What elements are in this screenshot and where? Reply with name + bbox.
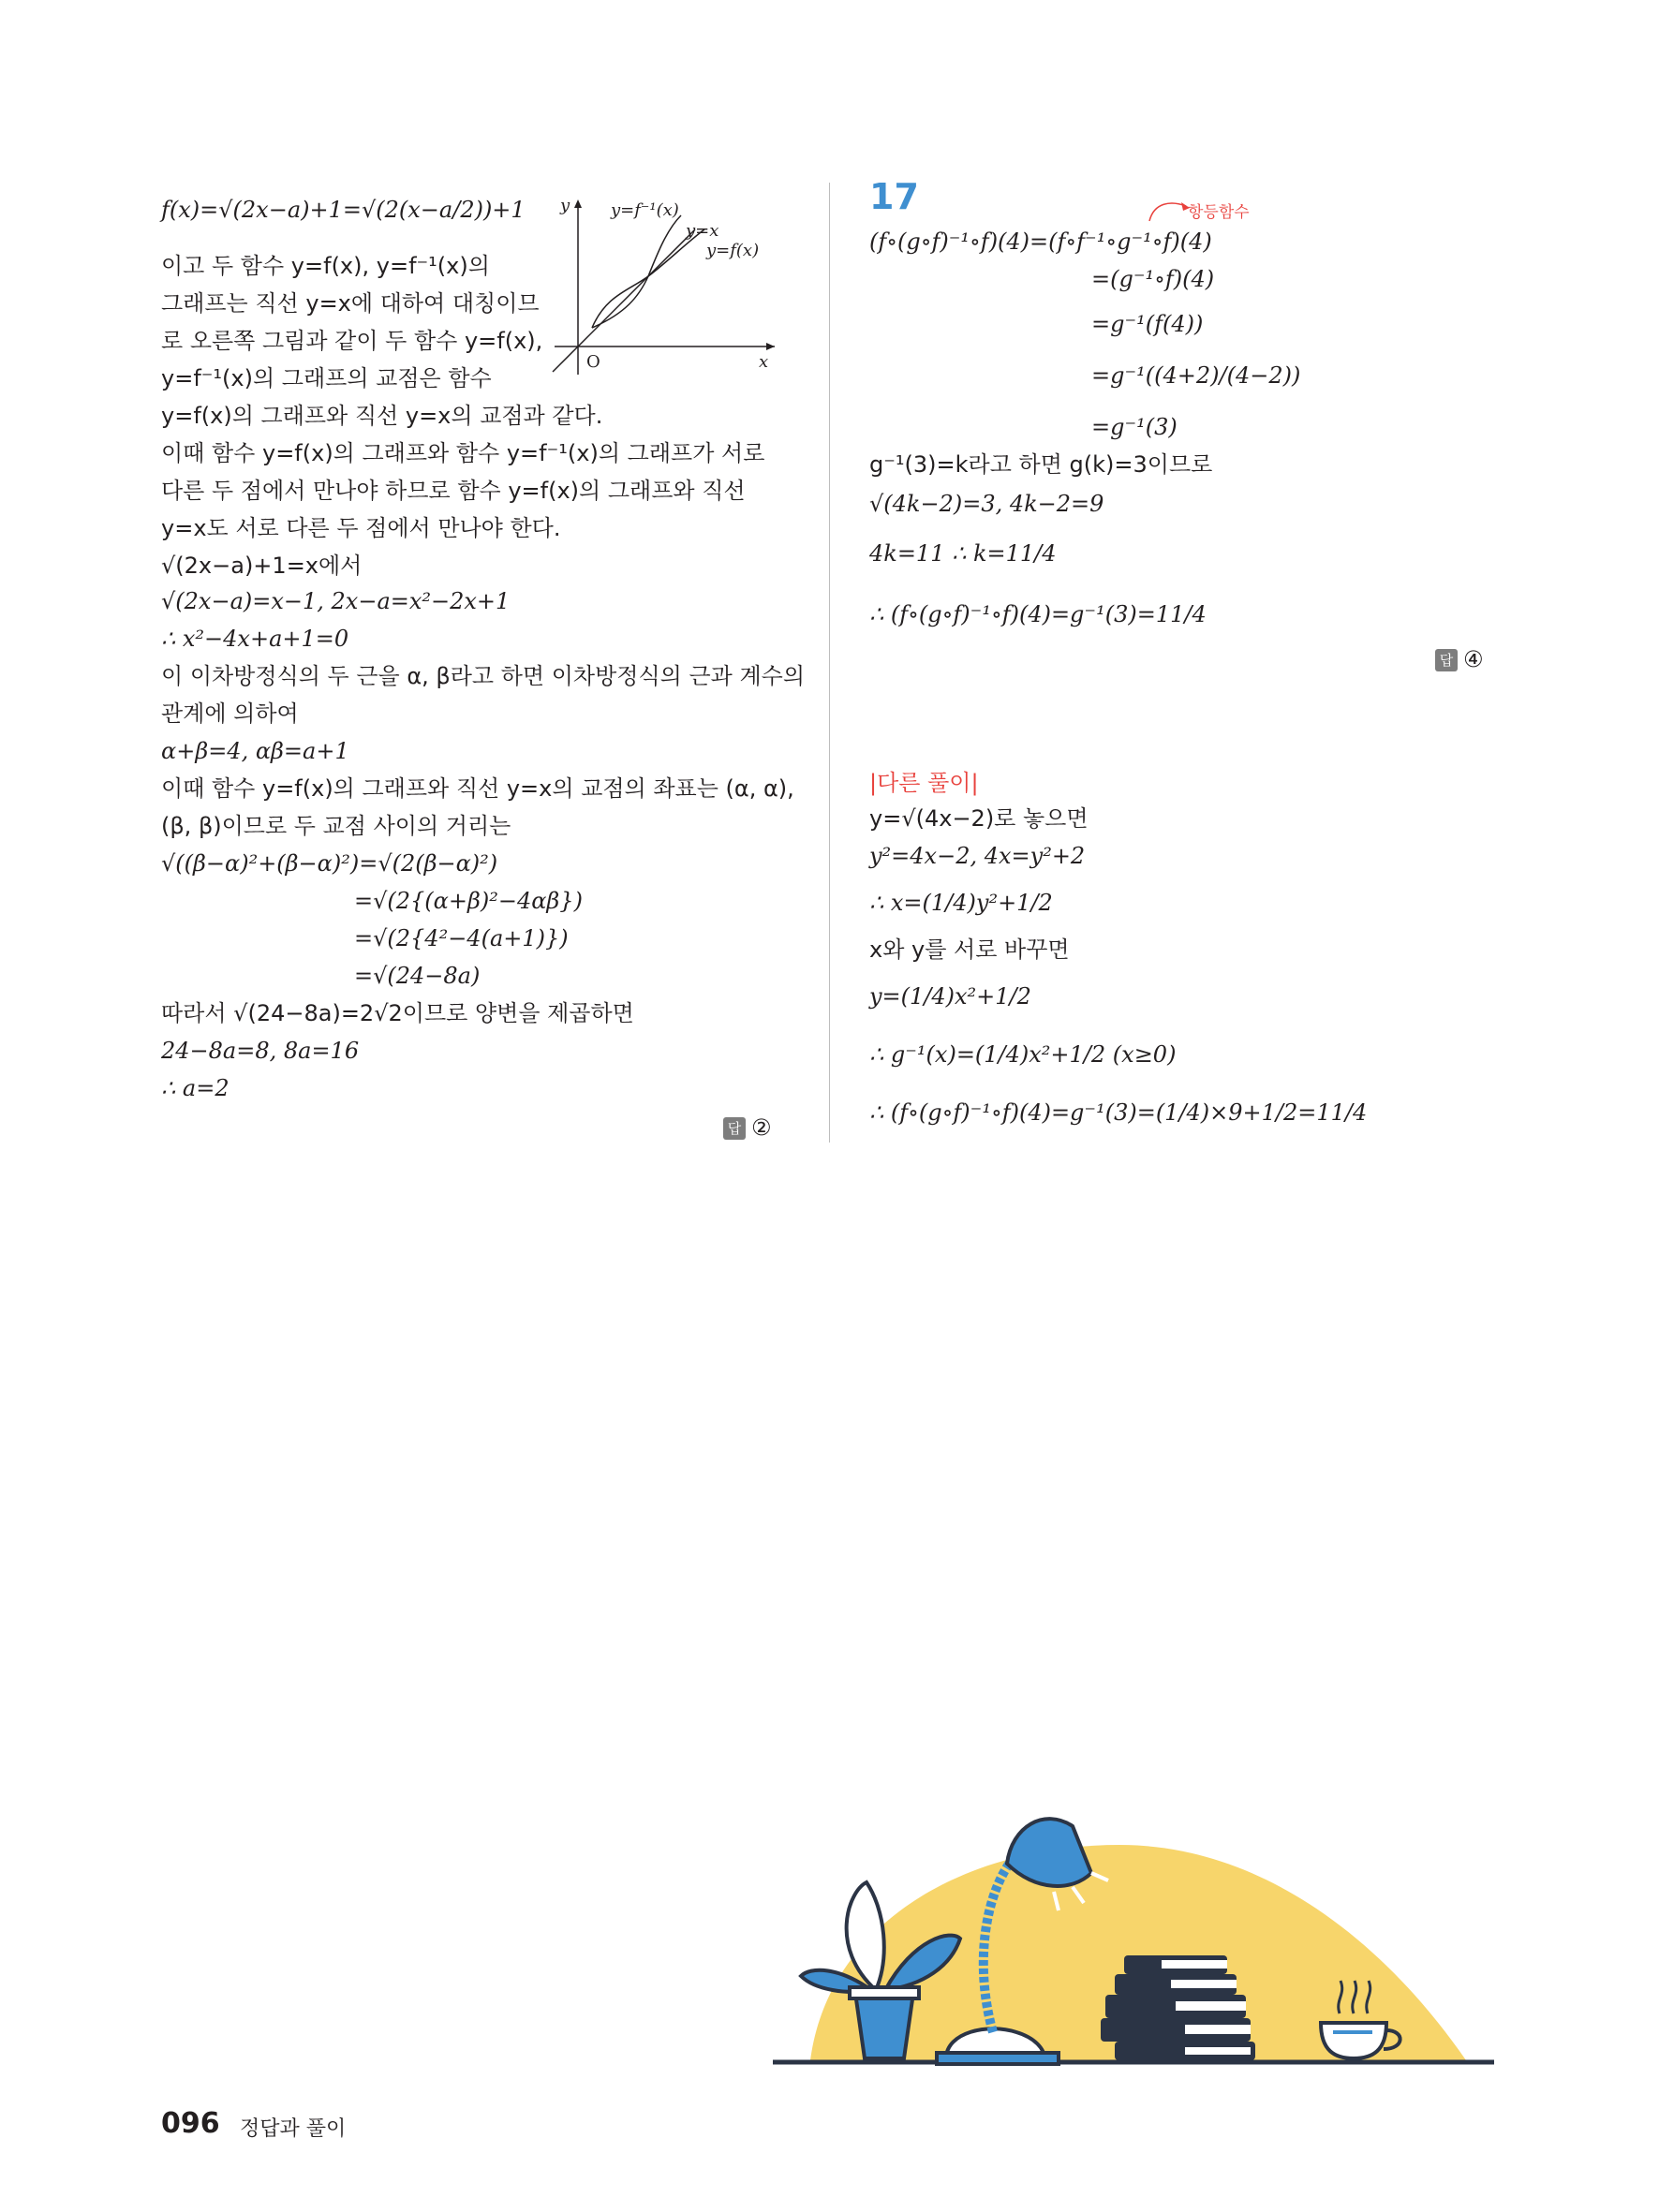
left-line-21: =√(24−8a) <box>354 963 481 989</box>
left-line-10: √(2x−a)+1=x에서 <box>161 553 363 579</box>
label-inverse: y=f⁻¹(x) <box>611 200 679 220</box>
right-answer <box>1435 646 1484 672</box>
answer-label-badge: 답 <box>723 1117 746 1140</box>
right-line-1: (f∘(g∘f)⁻¹∘f)(4)=(f∘f⁻¹∘g⁻¹∘f)(4) <box>869 229 1212 255</box>
left-line-22: 따라서 √(24−8a)=2√2이므로 양변을 제곱하면 <box>161 1000 634 1026</box>
right-line-6: g⁻¹(3)=k라고 하면 g(k)=3이므로 <box>869 451 1213 478</box>
right-line-2: =(g⁻¹∘f)(4) <box>1091 266 1215 292</box>
left-line-3: 그래프는 직선 y=x에 대하여 대칭이므 <box>161 290 540 317</box>
left-line-15: α+β=4, αβ=a+1 <box>161 738 349 764</box>
left-line-11: √(2x−a)=x−1, 2x−a=x²−2x+1 <box>161 588 511 614</box>
right-line-7: √(4k−2)=3, 4k−2=9 <box>869 491 1104 517</box>
right-line-5: =g⁻¹(3) <box>1091 414 1178 440</box>
line-y-equals-x <box>553 229 695 372</box>
answer-value: ② <box>751 1114 772 1141</box>
alt-line-2: y²=4x−2, 4x=y²+2 <box>869 843 1086 869</box>
left-line-23: 24−8a=8, 8a=16 <box>161 1038 360 1064</box>
y-axis-arrow-icon <box>574 199 582 208</box>
left-line-24: ∴ a=2 <box>161 1075 230 1101</box>
curve-f-inverse <box>592 215 681 328</box>
alt-line-3: ∴ x=(1/4)y²+1/2 <box>869 890 1053 916</box>
left-answer <box>723 1114 772 1141</box>
label-origin: O <box>586 352 600 372</box>
left-line-1: f(x)=√(2x−a)+1=√(2(x−a/2))+1 <box>161 197 526 223</box>
curve-f <box>592 229 704 328</box>
left-line-7: 이때 함수 y=f(x)의 그래프와 함수 y=f⁻¹(x)의 그래프가 서로 <box>161 440 765 466</box>
note-arrow-icon <box>1145 195 1192 223</box>
left-line-9: y=x도 서로 다른 두 점에서 만나야 한다. <box>161 515 561 541</box>
alt-line-5: y=(1/4)x²+1/2 <box>869 983 1031 1010</box>
left-line-4: 로 오른쪽 그림과 같이 두 함수 y=f(x), <box>161 328 543 354</box>
right-line-8: 4k=11 ∴ k=11/4 <box>869 540 1057 567</box>
right-line-3: =g⁻¹(f(4)) <box>1091 311 1204 337</box>
left-line-17: (β, β)이므로 두 교점 사이의 거리는 <box>161 813 511 839</box>
desk-illustration <box>773 1807 1494 2088</box>
page-number: 096 <box>161 2107 220 2140</box>
question-number: 17 <box>869 176 919 217</box>
alt-line-7: ∴ (f∘(g∘f)⁻¹∘f)(4)=g⁻¹(3)=(1/4)×9+1/2=11/4 <box>869 1099 1368 1126</box>
label-axis-y: y <box>560 196 570 215</box>
answer-value: ④ <box>1463 646 1484 672</box>
left-line-19: =√(2{(α+β)²−4αβ}) <box>354 888 583 914</box>
identity-function-note: 항등함수 <box>1188 203 1250 222</box>
right-line-4: =g⁻¹((4+2)/(4−2)) <box>1091 362 1301 389</box>
column-divider <box>829 183 830 1143</box>
left-line-13: 이 이차방정식의 두 근을 α, β라고 하면 이차방정식의 근과 계수의 <box>161 663 806 689</box>
alt-line-4: x와 y를 서로 바꾸면 <box>869 936 1070 963</box>
label-identity: y=x <box>686 221 719 241</box>
left-line-2: 이고 두 함수 y=f(x), y=f⁻¹(x)의 <box>161 253 490 279</box>
left-line-14: 관계에 의하여 <box>161 700 299 727</box>
footer-label: 정답과 풀이 <box>240 2117 347 2141</box>
alternate-solution-title: |다른 풀이| <box>869 770 979 796</box>
left-line-8: 다른 두 점에서 만나야 하므로 함수 y=f(x)의 그래프와 직선 <box>161 478 746 504</box>
alt-line-6: ∴ g⁻¹(x)=(1/4)x²+1/2 (x≥0) <box>869 1041 1177 1068</box>
left-line-16: 이때 함수 y=f(x)의 그래프와 직선 y=x의 교점의 좌표는 (α, α), <box>161 775 794 802</box>
right-line-9: ∴ (f∘(g∘f)⁻¹∘f)(4)=g⁻¹(3)=11/4 <box>869 601 1207 627</box>
x-axis-arrow-icon <box>766 343 775 350</box>
answer-label-badge: 답 <box>1435 649 1458 671</box>
left-line-18: √((β−α)²+(β−α)²)=√(2(β−α)²) <box>161 850 498 877</box>
left-line-5: y=f⁻¹(x)의 그래프의 교점은 함수 <box>161 365 492 391</box>
inverse-function-graph <box>545 192 779 379</box>
left-line-6: y=f(x)의 그래프와 직선 y=x의 교점과 같다. <box>161 403 603 429</box>
label-axis-x: x <box>759 352 769 372</box>
left-line-20: =√(2{4²−4(a+1)}) <box>354 925 569 951</box>
label-f: y=f(x) <box>706 241 760 260</box>
left-line-12: ∴ x²−4x+a+1=0 <box>161 626 349 652</box>
alt-line-1: y=√(4x−2)로 놓으면 <box>869 805 1089 832</box>
